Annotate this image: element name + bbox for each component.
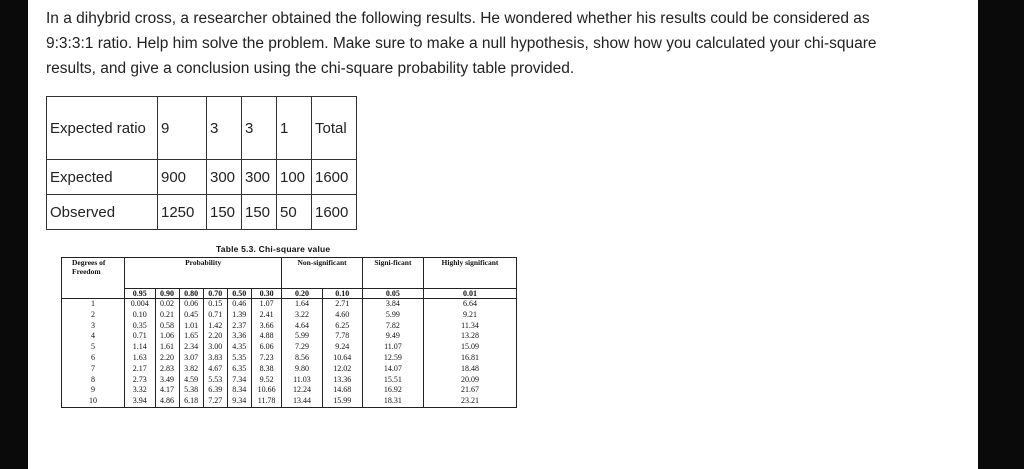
table-cell: 3 <box>207 97 242 160</box>
table-row <box>62 396 517 407</box>
chi-value-cell: 5.53 <box>203 375 227 386</box>
sig-header: Signi-ficant <box>362 258 423 289</box>
chi-value-cell: 0.71 <box>203 310 227 321</box>
df-header: Degrees of Freedom <box>62 258 125 299</box>
chi-value-cell: 0.21 <box>155 310 179 321</box>
table-cell: 9 <box>158 97 207 160</box>
probability-cell: 0.01 <box>424 289 517 299</box>
probability-cell: 0.70 <box>203 289 227 299</box>
table-row <box>62 353 517 364</box>
chi-value-cell: 1.64 <box>282 299 322 310</box>
chi-value-cell: 6.06 <box>251 342 282 353</box>
table-cell: 300 <box>207 160 242 195</box>
chi-value-cell: 1.06 <box>155 331 179 342</box>
table-row <box>62 385 517 396</box>
chi-value-cell: 13.36 <box>322 375 362 386</box>
chi-value-cell: 2.37 <box>227 321 251 332</box>
chi-value-cell: 9.49 <box>362 331 423 342</box>
probability-header: Probability <box>125 258 282 289</box>
chi-value-cell: 0.58 <box>155 321 179 332</box>
chi-value-cell: 9.21 <box>424 310 517 321</box>
chi-value-cell: 16.92 <box>362 385 423 396</box>
chi-value-cell: 3.83 <box>203 353 227 364</box>
df-cell: 3 <box>62 321 125 332</box>
row-label: Expected <box>47 160 158 195</box>
chi-value-cell: 18.31 <box>362 396 423 407</box>
chi-value-cell: 6.39 <box>203 385 227 396</box>
chi-value-cell: 6.35 <box>227 364 251 375</box>
probability-cell: 0.90 <box>155 289 179 299</box>
chi-value-cell: 7.34 <box>227 375 251 386</box>
chi-square-table <box>61 257 517 408</box>
chi-value-cell: 7.82 <box>362 321 423 332</box>
chi-value-cell: 0.71 <box>125 331 156 342</box>
probability-cell: 0.05 <box>362 289 423 299</box>
chi-value-cell: 12.59 <box>362 353 423 364</box>
chi-value-cell: 11.03 <box>282 375 322 386</box>
chi-value-cell: 12.24 <box>282 385 322 396</box>
question-line: results, and give a conclusion using the chi-square probability table provided. <box>46 60 575 77</box>
question-line: In a dihybrid cross, a researcher obtained the following results. He wondered whether his results could be considered as <box>46 10 870 27</box>
chi-value-cell: 14.07 <box>362 364 423 375</box>
chi-value-cell: 7.29 <box>282 342 322 353</box>
chi-value-cell: 14.68 <box>322 385 362 396</box>
chi-value-cell: 2.73 <box>125 375 156 386</box>
table-cell: 50 <box>277 195 312 230</box>
chi-value-cell: 4.86 <box>155 396 179 407</box>
table-cell: 1600 <box>312 160 357 195</box>
chi-value-cell: 3.49 <box>155 375 179 386</box>
table-row <box>62 321 517 332</box>
chi-value-cell: 3.00 <box>203 342 227 353</box>
chi-value-cell: 1.39 <box>227 310 251 321</box>
chi-value-cell: 23.21 <box>424 396 517 407</box>
df-cell: 8 <box>62 375 125 386</box>
chi-value-cell: 9.34 <box>227 396 251 407</box>
chi-value-cell: 13.28 <box>424 331 517 342</box>
probability-row <box>62 289 517 299</box>
df-cell: 6 <box>62 353 125 364</box>
df-cell: 2 <box>62 310 125 321</box>
chi-value-cell: 1.07 <box>251 299 282 310</box>
chi-value-cell: 11.34 <box>424 321 517 332</box>
chi-value-cell: 8.56 <box>282 353 322 364</box>
chi-value-cell: 4.59 <box>179 375 203 386</box>
chi-value-cell: 6.25 <box>322 321 362 332</box>
chi-value-cell: 18.48 <box>424 364 517 375</box>
table-row <box>62 364 517 375</box>
chi-value-cell: 5.35 <box>227 353 251 364</box>
chi-value-cell: 1.14 <box>125 342 156 353</box>
results-table <box>46 96 357 230</box>
chi-value-cell: 6.18 <box>179 396 203 407</box>
chi-value-cell: 3.32 <box>125 385 156 396</box>
chi-value-cell: 3.66 <box>251 321 282 332</box>
probability-cell: 0.80 <box>179 289 203 299</box>
chi-value-cell: 10.66 <box>251 385 282 396</box>
chi-value-cell: 3.36 <box>227 331 251 342</box>
probability-cell: 0.10 <box>322 289 362 299</box>
chi-value-cell: 12.02 <box>322 364 362 375</box>
chi-value-cell: 3.82 <box>179 364 203 375</box>
chi-value-cell: 11.07 <box>362 342 423 353</box>
question-line: 9:3:3:1 ratio. Help him solve the problem. Make sure to make a null hypothesis, show how you calculated your chi-square <box>46 35 877 52</box>
chi-value-cell: 16.81 <box>424 353 517 364</box>
chi-value-cell: 0.004 <box>125 299 156 310</box>
chi-value-cell: 4.64 <box>282 321 322 332</box>
df-cell: 1 <box>62 299 125 310</box>
chi-value-cell: 15.99 <box>322 396 362 407</box>
table-cell: 1 <box>277 97 312 160</box>
chi-value-cell: 7.23 <box>251 353 282 364</box>
chi-value-cell: 4.88 <box>251 331 282 342</box>
table-row <box>47 195 357 230</box>
row-label: Expected ratio <box>47 97 158 160</box>
chi-value-cell: 2.34 <box>179 342 203 353</box>
table-row <box>47 160 357 195</box>
chi-value-cell: 8.38 <box>251 364 282 375</box>
chi-value-cell: 8.34 <box>227 385 251 396</box>
probability-cell: 0.50 <box>227 289 251 299</box>
table-row <box>47 97 357 160</box>
chi-value-cell: 4.17 <box>155 385 179 396</box>
df-cell: 10 <box>62 396 125 407</box>
chi-value-cell: 2.71 <box>322 299 362 310</box>
table-row <box>62 310 517 321</box>
chi-value-cell: 4.60 <box>322 310 362 321</box>
chi-value-cell: 3.22 <box>282 310 322 321</box>
chi-value-cell: 9.52 <box>251 375 282 386</box>
chi-value-cell: 1.63 <box>125 353 156 364</box>
highly-header: Highly significant <box>424 258 517 289</box>
chi-value-cell: 0.06 <box>179 299 203 310</box>
chi-value-cell: 0.15 <box>203 299 227 310</box>
chi-value-cell: 7.27 <box>203 396 227 407</box>
chi-body <box>62 299 517 408</box>
probability-cell: 0.30 <box>251 289 282 299</box>
chi-value-cell: 20.09 <box>424 375 517 386</box>
chi-value-cell: 2.17 <box>125 364 156 375</box>
chi-value-cell: 2.83 <box>155 364 179 375</box>
chi-value-cell: 15.09 <box>424 342 517 353</box>
chi-value-cell: 1.61 <box>155 342 179 353</box>
chi-value-cell: 15.51 <box>362 375 423 386</box>
table-cell: 3 <box>242 97 277 160</box>
chi-value-cell: 9.80 <box>282 364 322 375</box>
table-cell: 150 <box>242 195 277 230</box>
table-row <box>62 342 517 353</box>
chi-value-cell: 0.46 <box>227 299 251 310</box>
table-row <box>62 331 517 342</box>
table-cell: 150 <box>207 195 242 230</box>
chi-value-cell: 21.67 <box>424 385 517 396</box>
chi-value-cell: 0.35 <box>125 321 156 332</box>
document-page <box>28 0 978 469</box>
df-cell: 9 <box>62 385 125 396</box>
table-cell: 300 <box>242 160 277 195</box>
table-cell: Total <box>312 97 357 160</box>
chi-value-cell: 11.78 <box>251 396 282 407</box>
chi-value-cell: 0.02 <box>155 299 179 310</box>
table-cell: 900 <box>158 160 207 195</box>
chi-value-cell: 5.38 <box>179 385 203 396</box>
df-cell: 4 <box>62 331 125 342</box>
table-cell: 1250 <box>158 195 207 230</box>
table-cell: 100 <box>277 160 312 195</box>
chi-value-cell: 9.24 <box>322 342 362 353</box>
chi-value-cell: 2.41 <box>251 310 282 321</box>
probability-cell: 0.20 <box>282 289 322 299</box>
chi-value-cell: 3.84 <box>362 299 423 310</box>
table-cell: 1600 <box>312 195 357 230</box>
chi-table-caption: Table 5.3. Chi-square value <box>216 244 331 254</box>
chi-value-cell: 5.99 <box>282 331 322 342</box>
chi-value-cell: 0.45 <box>179 310 203 321</box>
chi-value-cell: 4.67 <box>203 364 227 375</box>
df-cell: 5 <box>62 342 125 353</box>
chi-value-cell: 13.44 <box>282 396 322 407</box>
chi-value-cell: 2.20 <box>203 331 227 342</box>
chi-value-cell: 5.99 <box>362 310 423 321</box>
df-cell: 7 <box>62 364 125 375</box>
chi-value-cell: 4.35 <box>227 342 251 353</box>
nonsig-header: Non-significant <box>282 258 363 289</box>
chi-value-cell: 3.94 <box>125 396 156 407</box>
chi-value-cell: 7.78 <box>322 331 362 342</box>
chi-value-cell: 1.65 <box>179 331 203 342</box>
table-row <box>62 375 517 386</box>
chi-value-cell: 0.10 <box>125 310 156 321</box>
probability-cell: 0.95 <box>125 289 156 299</box>
chi-value-cell: 1.42 <box>203 321 227 332</box>
chi-value-cell: 1.01 <box>179 321 203 332</box>
chi-value-cell: 2.20 <box>155 353 179 364</box>
table-row <box>62 299 517 310</box>
row-label: Observed <box>47 195 158 230</box>
header-row <box>62 258 517 289</box>
chi-value-cell: 3.07 <box>179 353 203 364</box>
question-text <box>46 6 966 81</box>
chi-value-cell: 10.64 <box>322 353 362 364</box>
chi-value-cell: 6.64 <box>424 299 517 310</box>
